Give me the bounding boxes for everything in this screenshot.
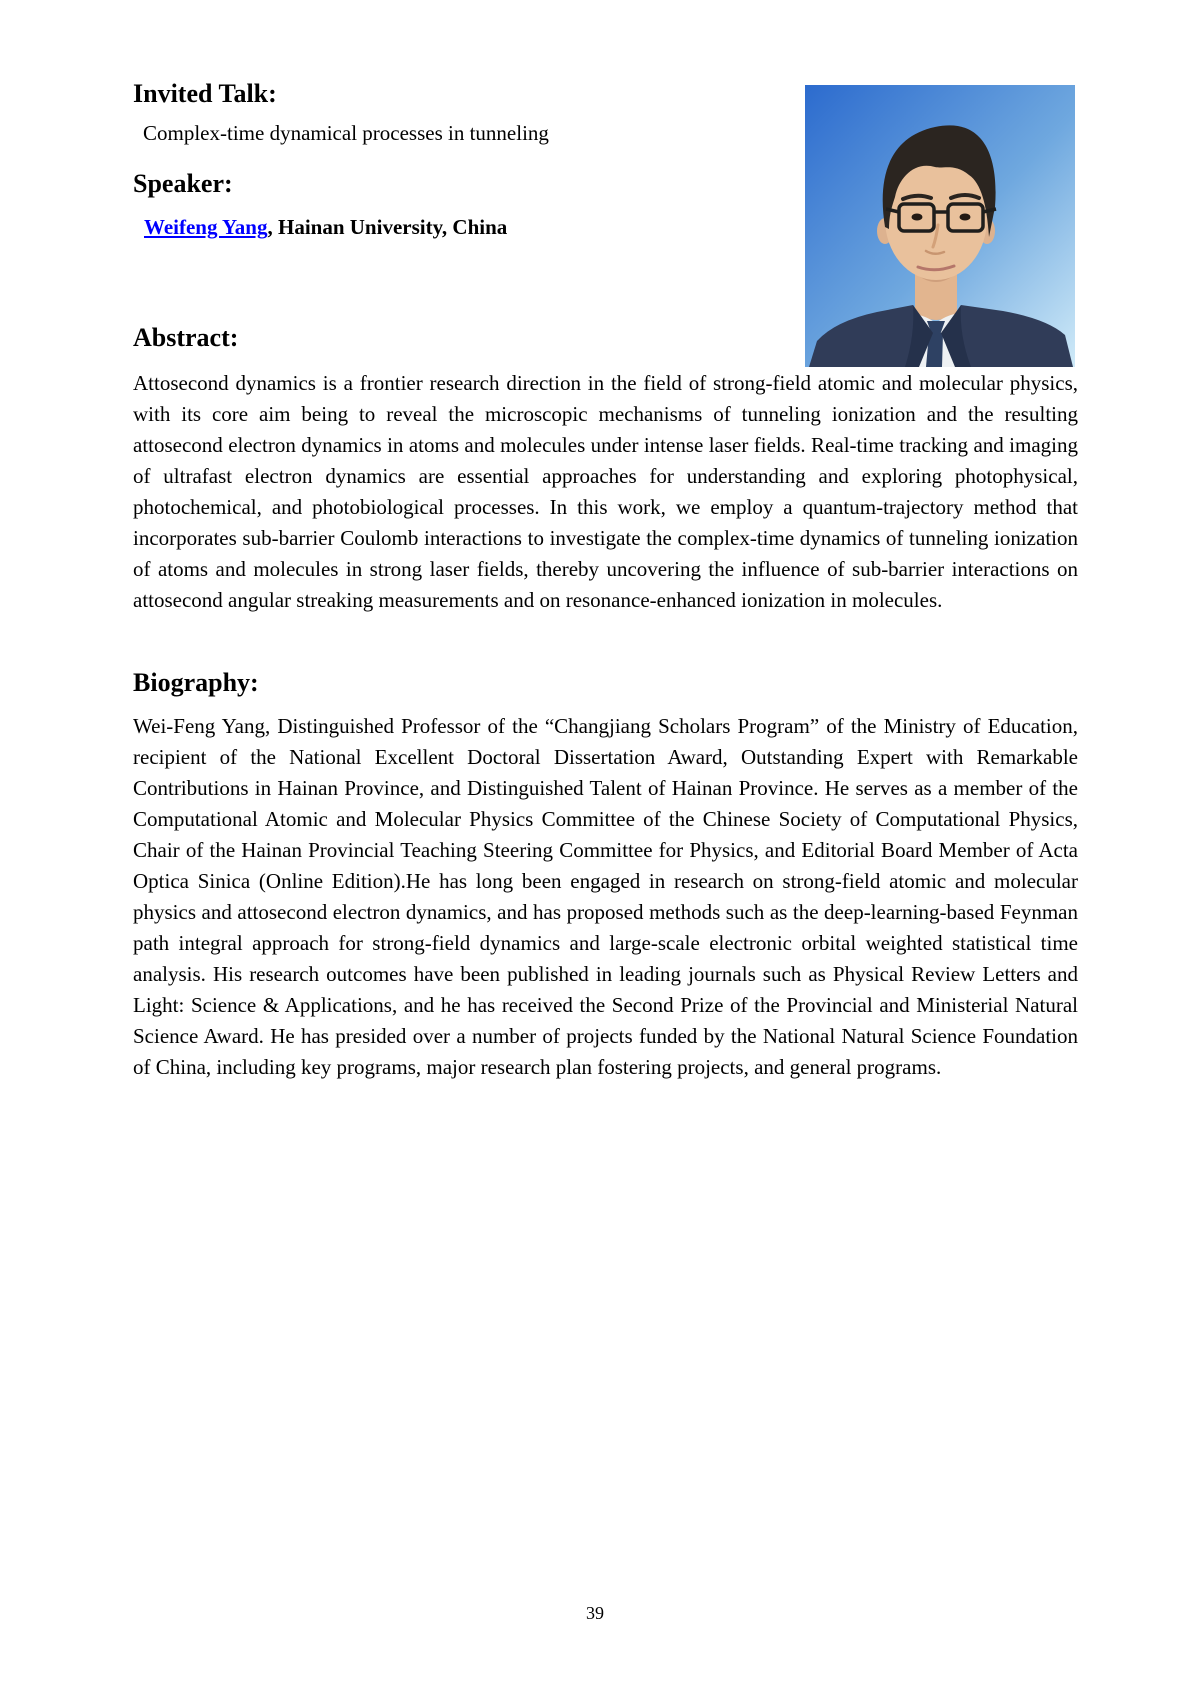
talk-title: Complex-time dynamical processes in tunneling: [143, 121, 549, 145]
speaker-line: [133, 215, 507, 240]
speaker-photo: [805, 85, 1075, 367]
biography-text: Wei-Feng Yang, Distinguished Professor of the “Changjiang Scholars Program” of the Ministry of Education, recipient of the National Excellent Doctoral Dissertation Award, Outstanding Expert with Remarkable Contributions in Hainan Province, and Distinguished Talent of Hainan Province. He serves as a member of the Computational Atomic and Molecular Physics Committee of the Chinese Society of Computational Physics, Chair of the Hainan Provincial Teaching Steering Committee for Physics, and Editorial Board Member of Acta Optica Sinica (Online Edition).He has long been engaged in research on strong-field atomic and molecular physics and attosecond electron dynamics, and has proposed methods such as the deep-learning-based Feynman path integral approach for strong-field dynamics and large-scale electronic orbital weighted statistical time analysis. His research outcomes have been published in leading journals such as Physical Review Letters and Light: Science & Applications, and he has received the Second Prize of the Provincial and Ministerial Natural Science Award. He has presided over a number of projects funded by the National Natural Science Foundation of China, including key programs, major research plan fostering projects, and general programs.: [133, 714, 1078, 1079]
speaker-name-link[interactable]: Weifeng Yang: [144, 215, 268, 239]
invited-talk-heading: Invited Talk:: [133, 79, 277, 108]
speaker-portrait-illustration: [805, 85, 1075, 367]
abstract-heading: Abstract:: [133, 323, 239, 352]
speaker-affiliation: , Hainan University, China: [267, 215, 508, 239]
speaker-heading: Speaker:: [133, 169, 233, 198]
abstract-text: Attosecond dynamics is a frontier research direction in the field of strong-field atomic and molecular physics, with its core aim being to reveal the microscopic mechanisms of tunneling ionization and the resulting attosecond electron dynamics in atoms and molecules under intense laser fields. Real-time tracking and imaging of ultrafast electron dynamics are essential approaches for understanding and exploring photophysical, photochemical, and photobiological processes. In this work, we employ a quantum-trajectory method that incorporates sub-barrier Coulomb interactions to investigate the complex-time dynamics of tunneling ionization of atoms and molecules in strong laser fields, thereby uncovering the influence of sub-barrier interactions on attosecond angular streaking measurements and on resonance-enhanced ionization in molecules.: [133, 371, 1078, 612]
page-number: 39: [586, 1603, 604, 1623]
biography-heading: Biography:: [133, 668, 259, 697]
